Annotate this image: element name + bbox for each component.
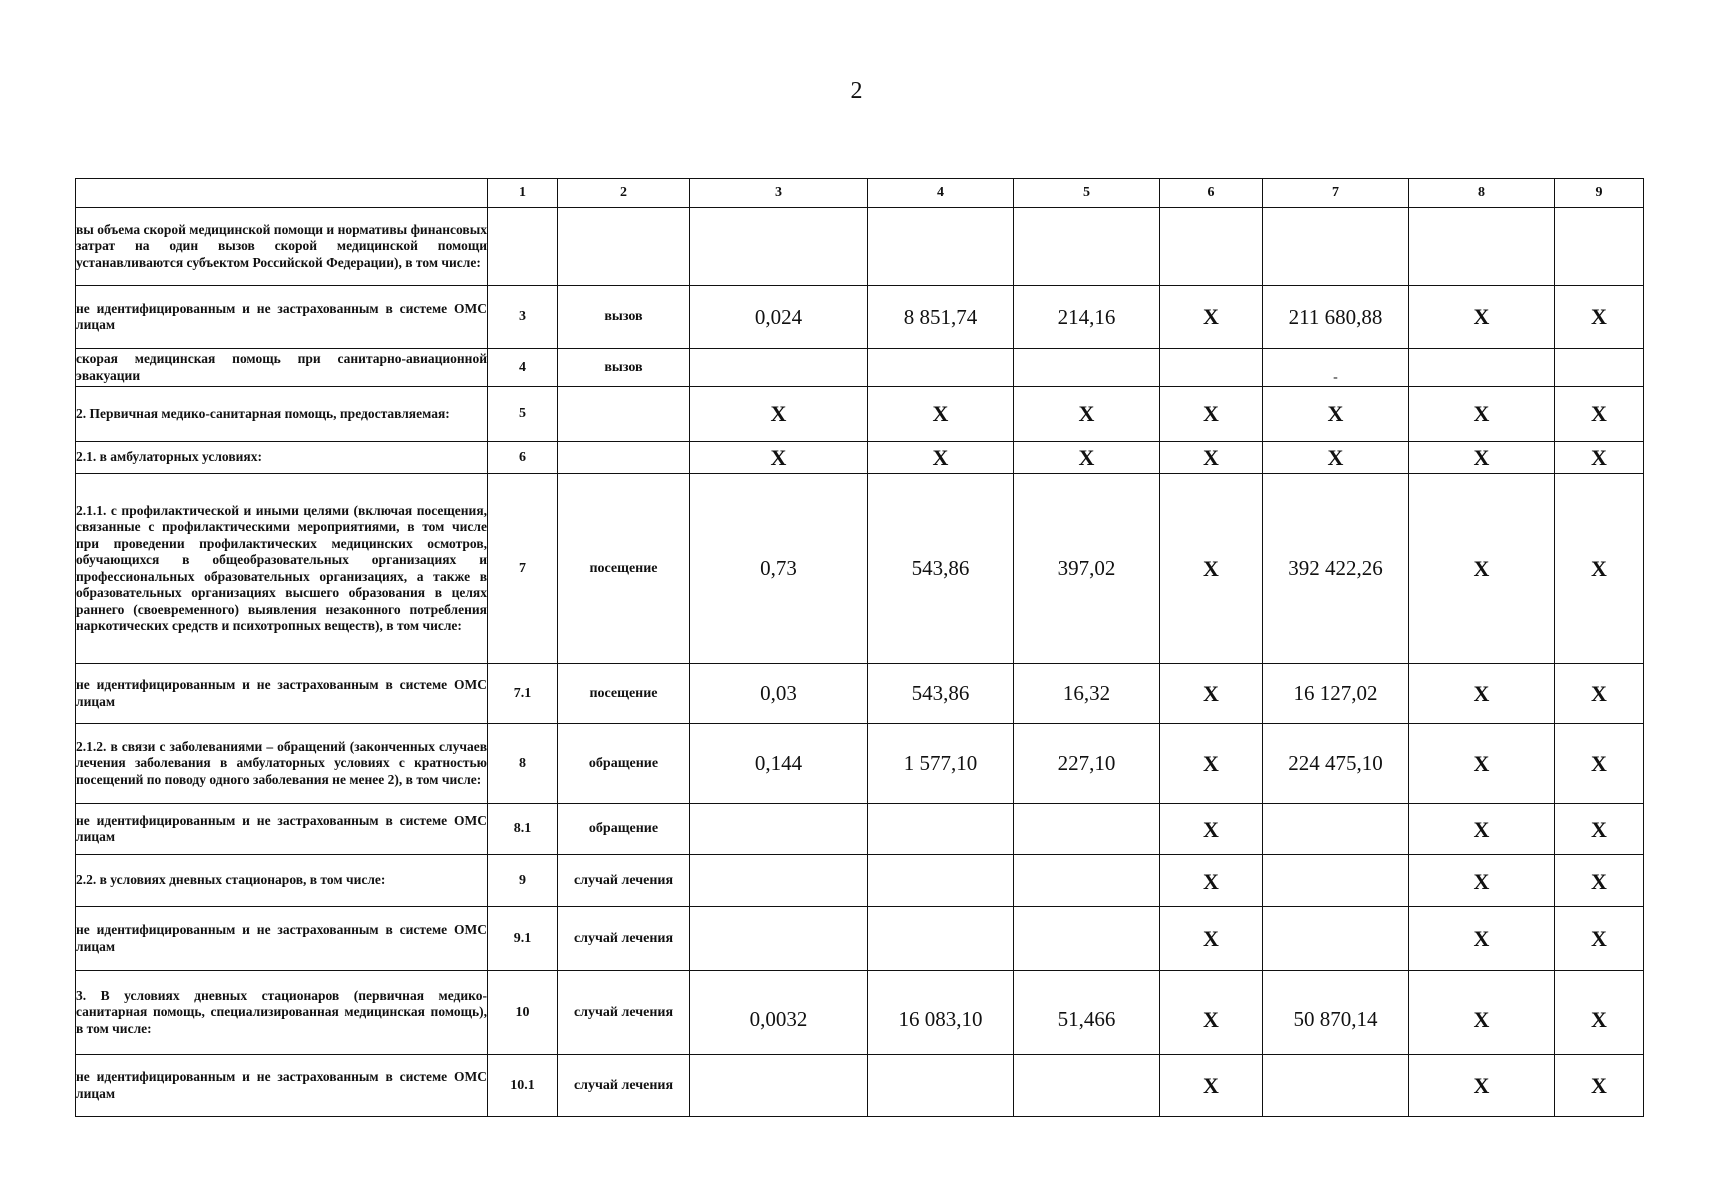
cell-col9: X <box>1555 286 1644 349</box>
row-code: 6 <box>488 442 558 474</box>
table-row <box>76 1055 1644 1117</box>
cell-col6 <box>1160 208 1263 286</box>
row-description: 3. В условиях дневных стационаров (первичная медико-санитарная помощь, специализированная медицинская помощь), в том числе: <box>76 971 488 1055</box>
cell-col6: X <box>1160 971 1263 1055</box>
cell-col4: X <box>868 442 1014 474</box>
cell-col3 <box>690 208 868 286</box>
cell-col7: 211 680,88 <box>1263 286 1409 349</box>
header-cell-1: 1 <box>488 179 558 208</box>
cell-col4: 543,86 <box>868 664 1014 724</box>
cell-col3: 0,0032 <box>690 971 868 1055</box>
table-row <box>76 804 1644 855</box>
cell-col3 <box>690 349 868 387</box>
cell-col8: X <box>1409 442 1555 474</box>
cell-col5 <box>1014 855 1160 907</box>
table-row <box>76 387 1644 442</box>
row-unit: посещение <box>558 664 690 724</box>
row-description: 2.1.2. в связи с заболеваниями – обращений (законченных случаев лечения заболевания в амбулаторных условиях с кратностью посещений по поводу одного заболевания не менее 2), в том числе: <box>76 724 488 804</box>
cell-col9: X <box>1555 387 1644 442</box>
cell-col6: X <box>1160 907 1263 971</box>
row-description: 2. Первичная медико-санитарная помощь, предоставляемая: <box>76 387 488 442</box>
row-code: 4 <box>488 349 558 387</box>
cell-col3 <box>690 1055 868 1117</box>
cell-col6: X <box>1160 724 1263 804</box>
cell-col4 <box>868 804 1014 855</box>
row-description: 2.1. в амбулаторных условиях: <box>76 442 488 474</box>
row-unit: случай лечения <box>558 971 690 1055</box>
cell-col6: X <box>1160 664 1263 724</box>
header-cell-8: 8 <box>1409 179 1555 208</box>
header-row <box>76 179 1644 208</box>
row-unit: обращение <box>558 804 690 855</box>
row-unit: случай лечения <box>558 855 690 907</box>
cell-col7 <box>1263 804 1409 855</box>
row-unit: вызов <box>558 349 690 387</box>
cell-col3: X <box>690 442 868 474</box>
table-row <box>76 442 1644 474</box>
cell-col3: 0,73 <box>690 474 868 664</box>
cell-col8: X <box>1409 664 1555 724</box>
row-code: 3 <box>488 286 558 349</box>
page-number: 2 <box>850 78 863 104</box>
cell-col5: 397,02 <box>1014 474 1160 664</box>
header-cell-desc <box>76 179 488 208</box>
cell-col3 <box>690 804 868 855</box>
row-code <box>488 208 558 286</box>
header-cell-9: 9 <box>1555 179 1644 208</box>
table-row <box>76 971 1644 1055</box>
cell-col9: X <box>1555 442 1644 474</box>
cell-col3: 0,03 <box>690 664 868 724</box>
row-unit: обращение <box>558 724 690 804</box>
cell-col8: X <box>1409 971 1555 1055</box>
table-row <box>76 349 1644 387</box>
row-unit: вызов <box>558 286 690 349</box>
cell-col5 <box>1014 907 1160 971</box>
cell-col9: X <box>1555 971 1644 1055</box>
row-unit <box>558 442 690 474</box>
cell-col6: X <box>1160 286 1263 349</box>
row-code: 9 <box>488 855 558 907</box>
cell-col8: X <box>1409 907 1555 971</box>
cell-col7: X <box>1263 387 1409 442</box>
row-description: не идентифицированным и не застрахованным в системе ОМС лицам <box>76 907 488 971</box>
cell-col5: 214,16 <box>1014 286 1160 349</box>
cell-col3: X <box>690 387 868 442</box>
cell-col9: X <box>1555 907 1644 971</box>
cell-col8: X <box>1409 387 1555 442</box>
row-description: 2.1.1. с профилактической и иными целями (включая посещения, связанные с профилактическими мероприятиями, в том числе при проведении профилактических медицинских осмотров, обучающихся в общеобразовательных организациях и профессиональных образовательных организациях, а также в образовательных организациях высшего образования в целях раннего (своевременного) выявления незаконного потребления наркотических средств и психотропных веществ), в том числе: <box>76 474 488 664</box>
cell-col7: 224 475,10 <box>1263 724 1409 804</box>
cell-col6: X <box>1160 387 1263 442</box>
cell-col5: 16,32 <box>1014 664 1160 724</box>
row-unit <box>558 387 690 442</box>
cell-col8: X <box>1409 804 1555 855</box>
row-description: 2.2. в условиях дневных стационаров, в том числе: <box>76 855 488 907</box>
cell-col5 <box>1014 349 1160 387</box>
table-row <box>76 208 1644 286</box>
cell-col4: X <box>868 387 1014 442</box>
cell-col6 <box>1160 349 1263 387</box>
cell-col4 <box>868 907 1014 971</box>
cell-col9: X <box>1555 664 1644 724</box>
row-unit <box>558 208 690 286</box>
cell-col7: - <box>1263 349 1409 387</box>
row-unit: посещение <box>558 474 690 664</box>
cell-col8 <box>1409 349 1555 387</box>
row-code: 7 <box>488 474 558 664</box>
row-code: 8.1 <box>488 804 558 855</box>
cell-col3 <box>690 907 868 971</box>
cell-col9: X <box>1555 855 1644 907</box>
header-cell-7: 7 <box>1263 179 1409 208</box>
row-description: не идентифицированным и не застрахованным в системе ОМС лицам <box>76 1055 488 1117</box>
cell-col9: X <box>1555 724 1644 804</box>
cell-col7 <box>1263 855 1409 907</box>
norms-table <box>75 178 1644 1117</box>
row-description: не идентифицированным и не застрахованным в системе ОМС лицам <box>76 804 488 855</box>
table-row <box>76 907 1644 971</box>
row-unit: случай лечения <box>558 1055 690 1117</box>
cell-col7 <box>1263 208 1409 286</box>
cell-col7: X <box>1263 442 1409 474</box>
cell-col4: 1 577,10 <box>868 724 1014 804</box>
row-code: 9.1 <box>488 907 558 971</box>
cell-col7 <box>1263 907 1409 971</box>
cell-col5 <box>1014 804 1160 855</box>
cell-col7: 392 422,26 <box>1263 474 1409 664</box>
header-cell-4: 4 <box>868 179 1014 208</box>
cell-col6: X <box>1160 804 1263 855</box>
row-code: 8 <box>488 724 558 804</box>
cell-col4: 8 851,74 <box>868 286 1014 349</box>
header-cell-5: 5 <box>1014 179 1160 208</box>
row-description: не идентифицированным и не застрахованным в системе ОМС лицам <box>76 664 488 724</box>
cell-col3: 0,024 <box>690 286 868 349</box>
cell-col4: 543,86 <box>868 474 1014 664</box>
cell-col4 <box>868 349 1014 387</box>
cell-col8: X <box>1409 1055 1555 1117</box>
cell-col8: X <box>1409 855 1555 907</box>
cell-col7: 50 870,14 <box>1263 971 1409 1055</box>
cell-col7: 16 127,02 <box>1263 664 1409 724</box>
cell-col5: X <box>1014 387 1160 442</box>
cell-col9 <box>1555 349 1644 387</box>
cell-col6: X <box>1160 855 1263 907</box>
row-description: не идентифицированным и не застрахованным в системе ОМС лицам <box>76 286 488 349</box>
cell-col6: X <box>1160 474 1263 664</box>
table-row <box>76 474 1644 664</box>
row-code: 5 <box>488 387 558 442</box>
cell-col4: 16 083,10 <box>868 971 1014 1055</box>
cell-col5: 227,10 <box>1014 724 1160 804</box>
row-code: 10.1 <box>488 1055 558 1117</box>
cell-col9: X <box>1555 804 1644 855</box>
table-row <box>76 855 1644 907</box>
cell-col4 <box>868 208 1014 286</box>
table-row <box>76 664 1644 724</box>
table-row <box>76 286 1644 349</box>
row-unit: случай лечения <box>558 907 690 971</box>
cell-col9: X <box>1555 1055 1644 1117</box>
table-row <box>76 724 1644 804</box>
header-cell-2: 2 <box>558 179 690 208</box>
cell-col3: 0,144 <box>690 724 868 804</box>
header-cell-6: 6 <box>1160 179 1263 208</box>
cell-col9 <box>1555 208 1644 286</box>
row-code: 10 <box>488 971 558 1055</box>
row-code: 7.1 <box>488 664 558 724</box>
cell-col9: X <box>1555 474 1644 664</box>
cell-col3 <box>690 855 868 907</box>
header-cell-3: 3 <box>690 179 868 208</box>
cell-col8: X <box>1409 474 1555 664</box>
cell-col5 <box>1014 208 1160 286</box>
cell-col5: X <box>1014 442 1160 474</box>
cell-col6: X <box>1160 442 1263 474</box>
cell-col8: X <box>1409 286 1555 349</box>
cell-col8 <box>1409 208 1555 286</box>
cell-col7 <box>1263 1055 1409 1117</box>
cell-col4 <box>868 855 1014 907</box>
cell-col8: X <box>1409 724 1555 804</box>
row-description: вы объема скорой медицинской помощи и нормативы финансовых затрат на один вызов скорой медицинской помощи устанавливаются субъектом Российской Федерации), в том числе: <box>76 208 488 286</box>
cell-col4 <box>868 1055 1014 1117</box>
cell-col5 <box>1014 1055 1160 1117</box>
cell-col5: 51,466 <box>1014 971 1160 1055</box>
row-description: скорая медицинская помощь при санитарно-авиационной эвакуации <box>76 349 488 387</box>
cell-col6: X <box>1160 1055 1263 1117</box>
